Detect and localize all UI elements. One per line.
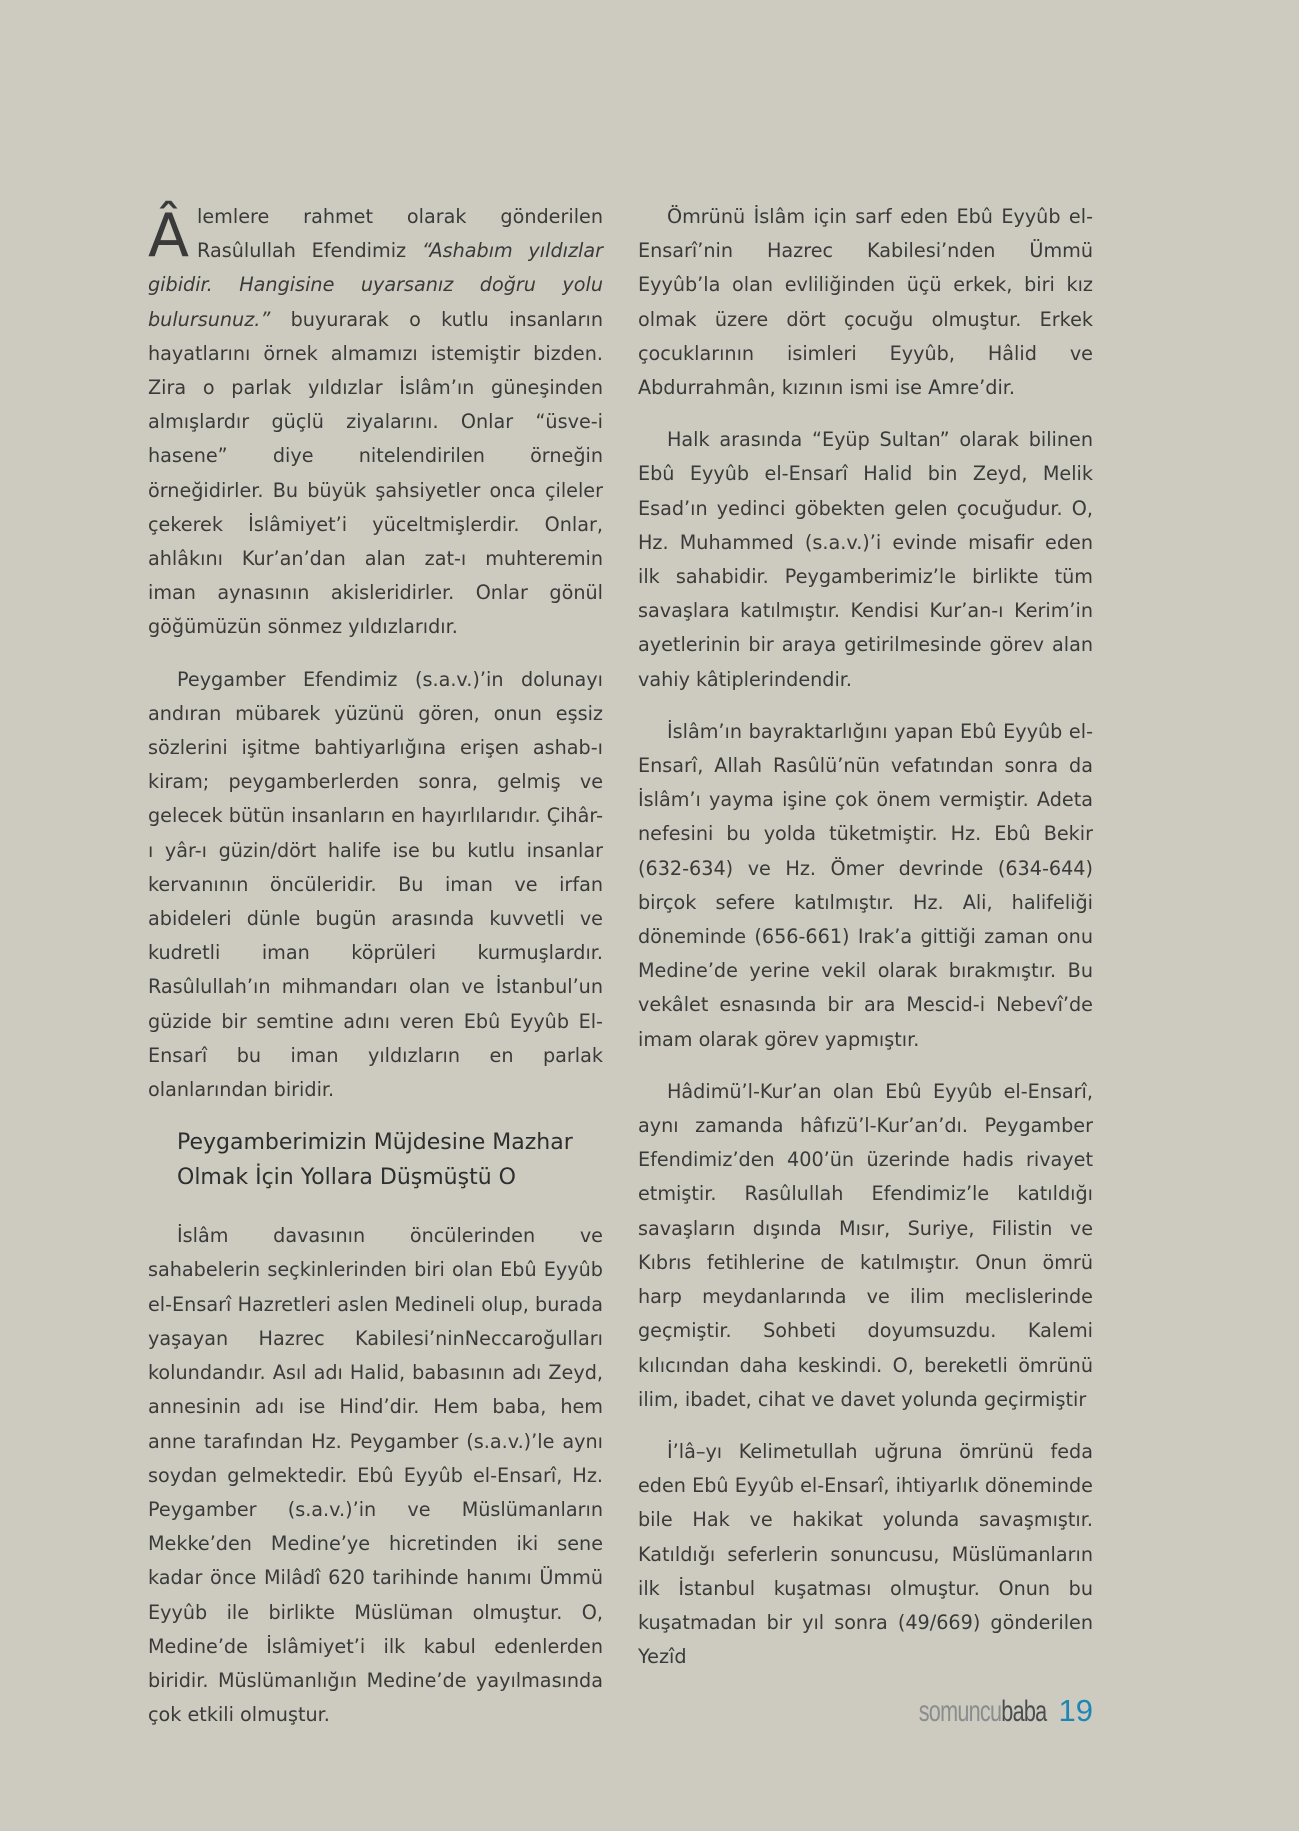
- logo-part-light: somuncu: [918, 1695, 1002, 1728]
- magazine-logo: [919, 1695, 1047, 1729]
- paragraph: İslâm davasının öncülerinden ve sahabelerin seçkinlerinden biri olan Ebû Eyyûb el-Ensarî Hazretleri aslen Medineli olup, burada yaşayan Hazrec Kabilesi’ninNeccaroğulları kolundandır. Asıl adı Halid, babasının adı Zeyd, annesinin adı ise Hind’dir. Hem baba, hem anne tarafından Hz. Peygamber (s.a.v.)’le aynı soydan gelmektedir. Ebû Eyyûb el-Ensarî, Hz. Peygamber (s.a.v.)’in ve Müslümanların Mekke’den Medine’ye hicretinden iki sene kadar önce Milâdî 620 tarihinde hanımı Ümmü Eyyûb ile birlikte Müslüman olmuştur. O, Medine’de İslâmiyet’i ilk kabul edenlerden biridir. Müslümanlığın Medine’de yayılmasında çok etkili olmuştur.: [148, 1224, 603, 1727]
- paragraph: Hâdimü’l-Kur’an olan Ebû Eyyûb el-Ensarî, aynı zamanda hâfızü’l-Kur’an’dı. Peygamber Efendimiz’den 400’ün üzerinde hadis rivayet etmiştir. Rasûlullah Efendimiz’le katıldığı savaşların dışında Mısır, Suriye, Filistin ve Kıbrıs fetihlerine de katılmıştır. Onun ömrü harp meydanlarında ve ilim meclislerinde geçmiştir. Sohbeti doyumsuzdu. Kalemi kılıcından daha keskindi. O, bereketli ömrünü ilim, ibadet, cihat ve davet yolunda geçirmiştir: [638, 1079, 1093, 1411]
- section-heading: Peygamberimizin Müjdesine Mazhar Olmak İçin Yollara Düşmüştü O: [177, 1130, 573, 1191]
- intro-paragraph: [148, 200, 603, 645]
- left-column: [148, 200, 603, 1750]
- hadith-quote: “Ashabım yıldızlar gibidir. Hangisine uyarsanız doğru yolu bulursunuz.”: [148, 239, 603, 331]
- paragraph: Peygamber Efendimiz (s.a.v.)’in dolunayı andıran mübarek yüzünü gören, onun eşsiz sözlerini işitme bahtiyarlığına erişen ashab-ı kiram; peygamberlerden sonra, gelmiş ve gelecek bütün insanların en hayırlılarıdır. Çihâr-ı yâr-ı güzin/dört halife ise bu kutlu insanlar kervanının öncüleridir. Bu iman ve irfan abideleri dünle bugün arasında kuvvetli ve kudretli iman köprüleri kurmuşlardır. Rasûlullah’ın mihmandarı olan ve İstanbul’un güzide bir semtine adını veren Ebû Eyyûb El-Ensarî bu iman yıldızların en parlak olanlarından biridir.: [148, 667, 603, 1102]
- logo-part-dark: baba: [1001, 1695, 1047, 1728]
- page-footer: [869, 1693, 1093, 1729]
- page-number: 19: [1058, 1693, 1093, 1728]
- intro-lead: lemlere rahmet olarak gönderilen Rasûlullah Efendimiz: [197, 205, 603, 263]
- paragraph: İslâm’ın bayraktarlığını yapan Ebû Eyyûb el-Ensarî, Allah Rasûlü’nün vefatından sonra da İslâm’ı yayma işine çok önem vermiştir. Adeta nefesini bu yolda tüketmiştir. Hz. Ebû Bekir (632-634) ve Hz. Ömer devrinde (634-644) birçok sefere katılmıştır. Hz. Ali, halifeliği döneminde (656-661) Irak’a gittiği zaman onu Medine’de yerine vekil olarak bırakmıştır. Bu vekâlet esnasında bir ara Mescid-i Nebevî’de imam olarak görev yapmıştır.: [638, 719, 1093, 1051]
- paragraph: İ’lâ–yı Kelimetullah uğruna ömrünü feda eden Ebû Eyyûb el-Ensarî, ihtiyarlık döneminde bile Hak ve hakikat yolunda savaşmıştır. Katıldığı seferlerin sonuncusu, Müslümanların ilk İstanbul kuşatması olmuştur. Onun bu kuşatmadan bir yıl sonra (49/669) gönderilen Yezîd: [638, 1439, 1093, 1669]
- paragraph: Ömrünü İslâm için sarf eden Ebû Eyyûb el-Ensarî’nin Hazrec Kabilesi’nden Ümmü Eyyûb’la olan evliliğinden üçü erkek, biri kız olmak üzere dört çocuğu olmuştur. Erkek çocuklarının isimleri Eyyûb, Hâlid ve Abdurrahmân, kızının ismi ise Amre’dir.: [638, 205, 1093, 400]
- drop-cap: Â: [148, 201, 190, 271]
- paragraph: Halk arasında “Eyüp Sultan” olarak bilinen Ebû Eyyûb el-Ensarî Halid bin Zeyd, Melik Esad’ın yedinci göbekten gelen çocuğudur. O, Hz. Muhammed (s.a.v.)’i evinde misafir eden ilk sahabidir. Peygamberimiz’le birlikte tüm savaşlara katılmıştır. Kendisi Kur’an-ı Kerim’in ayetlerinin bir araya getirilmesinde görev alan vahiy kâtiplerindendir.: [638, 428, 1093, 691]
- right-column: [638, 200, 1093, 1692]
- intro-rest: buyurarak o kutlu insanların hayatlarını örnek almamızı istemiştir bizden. Zira o parlak yıldızlar İslâm’ın güneşinden almışlardır güçlü ziyalarını. Onlar “üsve-i hasene” diye nitelendirilen örneğin örneğidirler. Bu büyük şahsiyetler onca çileler çekerek İslâmiyet’i yüceltmişlerdir. Onlar, ahlâkını Kur’an’dan alan zat-ı muhteremin iman aynasının akisleridirler. Onlar gönül göğümüzün sönmez yıldızlarıdır.: [148, 307, 603, 639]
